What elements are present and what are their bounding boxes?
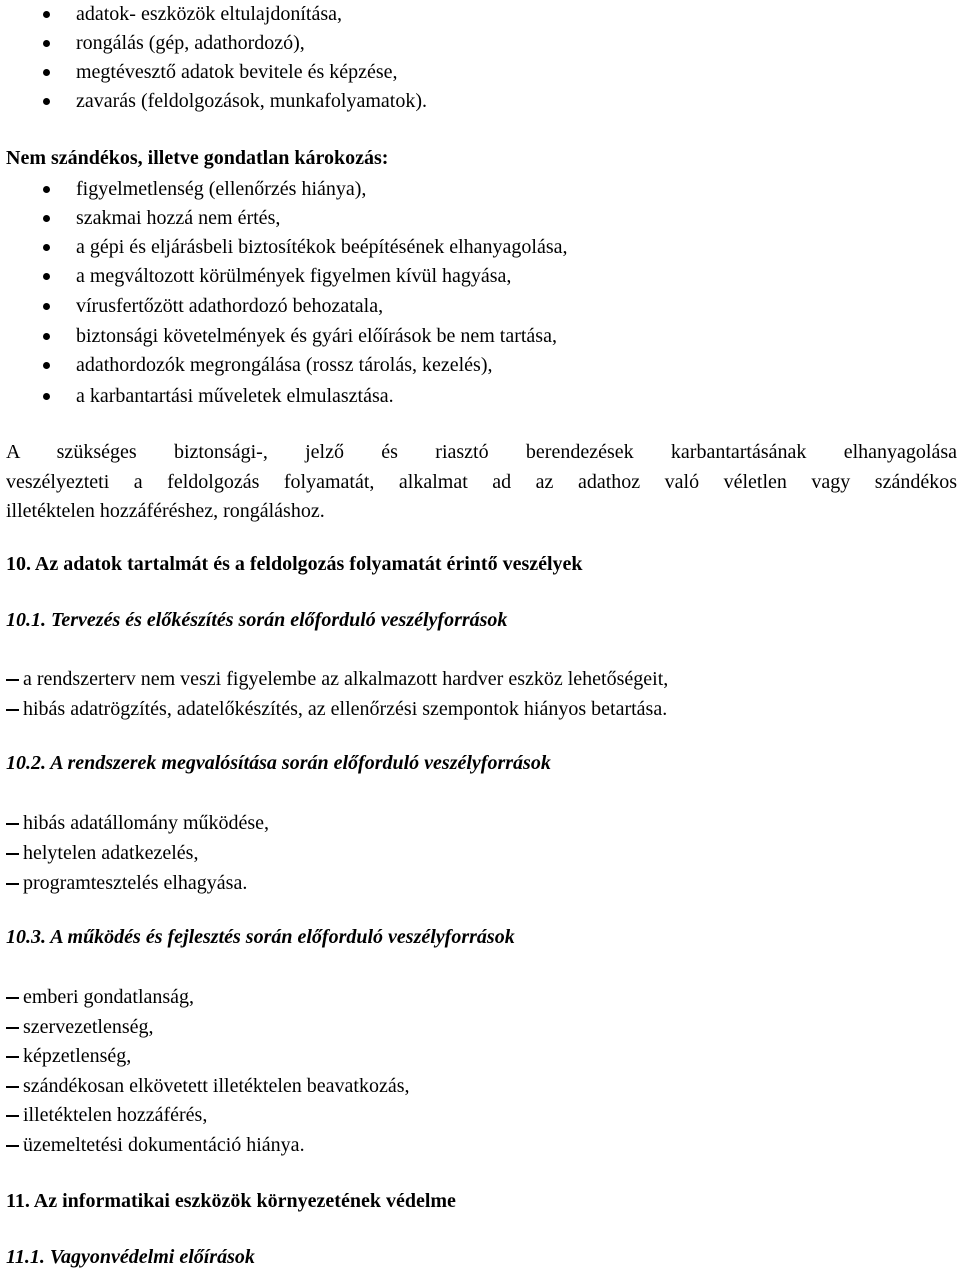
list-item: a rendszerterv nem veszi figyelembe az alkalmazott hardver eszköz lehetőségeit,	[6, 667, 668, 691]
list-item: zavarás (feldolgozások, munkafolyamatok).	[6, 89, 427, 113]
dash-icon	[6, 997, 19, 999]
dash-icon	[6, 883, 19, 885]
list-item: üzemeltetési dokumentáció hiánya.	[6, 1133, 305, 1157]
list-item: vírusfertőzött adathordozó behozatala,	[6, 294, 383, 318]
dash-icon	[6, 1056, 19, 1058]
section-heading: 11. Az informatikai eszközök környezetének védelme	[6, 1190, 456, 1212]
list-item: emberi gondatlanság,	[6, 985, 194, 1009]
list-item: programtesztelés elhagyása.	[6, 871, 247, 895]
list-item: szándékosan elkövetett illetéktelen beavatkozás,	[6, 1074, 410, 1098]
dash-icon	[6, 1115, 19, 1117]
bullet-icon	[43, 186, 50, 193]
subsection-heading: 10.3. A működés és fejlesztés során előforduló veszélyforrások	[6, 926, 515, 948]
section-heading: 10. Az adatok tartalmát és a feldolgozás folyamatát érintő veszélyek	[6, 553, 583, 575]
list-item: a karbantartási műveletek elmulasztása.	[6, 384, 394, 408]
subsection-heading: 10.1. Tervezés és előkészítés során előforduló veszélyforrások	[6, 609, 508, 631]
list-item: szakmai hozzá nem értés,	[6, 206, 280, 230]
bullet-icon	[43, 303, 50, 310]
section-heading: Nem szándékos, illetve gondatlan károkozás:	[6, 147, 389, 169]
dash-icon	[6, 823, 19, 825]
list-item: a megváltozott körülmények figyelmen kívül hagyása,	[6, 264, 511, 288]
list-item: adatok- eszközök eltulajdonítása,	[6, 2, 342, 26]
list-item: illetéktelen hozzáférés,	[6, 1103, 207, 1127]
bullet-icon	[43, 40, 50, 47]
bullet-icon	[43, 273, 50, 280]
list-item: helytelen adatkezelés,	[6, 841, 198, 865]
list-item: adathordozók megrongálása (rossz tárolás, kezelés),	[6, 353, 493, 377]
dash-icon	[6, 853, 19, 855]
bullet-icon	[43, 215, 50, 222]
bullet-icon	[43, 362, 50, 369]
bullet-icon	[43, 333, 50, 340]
subsection-heading: 11.1. Vagyonvédelmi előírások	[6, 1246, 255, 1268]
bullet-icon	[43, 244, 50, 251]
list-item: megtévesztő adatok bevitele és képzése,	[6, 60, 398, 84]
bullet-icon	[43, 69, 50, 76]
dash-icon	[6, 1086, 19, 1088]
paragraph: A szükséges biztonsági-, jelző és riasztó berendezések karbantartásának elhanyagolása veszélyezteti a feldolgozás folyamatát, alkalmat ad az adathoz való véletlen vagy szándékos illetéktelen hozzáféréshez, rongáláshoz.	[6, 441, 957, 522]
dash-icon	[6, 679, 19, 681]
list-item: rongálás (gép, adathordozó),	[6, 31, 305, 55]
list-item: hibás adatrögzítés, adatelőkészítés, az ellenőrzési szempontok hiányos betartása.	[6, 697, 667, 721]
list-item: figyelmetlenség (ellenőrzés hiánya),	[6, 177, 366, 201]
subsection-heading: 10.2. A rendszerek megvalósítása során előforduló veszélyforrások	[6, 752, 551, 774]
bullet-icon	[43, 11, 50, 18]
bullet-icon	[43, 393, 50, 400]
dash-icon	[6, 1145, 19, 1147]
list-item: szervezetlenség,	[6, 1015, 153, 1039]
list-item: hibás adatállomány működése,	[6, 811, 269, 835]
list-item: a gépi és eljárásbeli biztosítékok beépítésének elhanyagolása,	[6, 235, 567, 259]
list-item: képzetlenség,	[6, 1044, 131, 1068]
list-item: biztonsági követelmények és gyári előírások be nem tartása,	[6, 324, 557, 348]
dash-icon	[6, 1027, 19, 1029]
bullet-icon	[43, 98, 50, 105]
dash-icon	[6, 709, 19, 711]
